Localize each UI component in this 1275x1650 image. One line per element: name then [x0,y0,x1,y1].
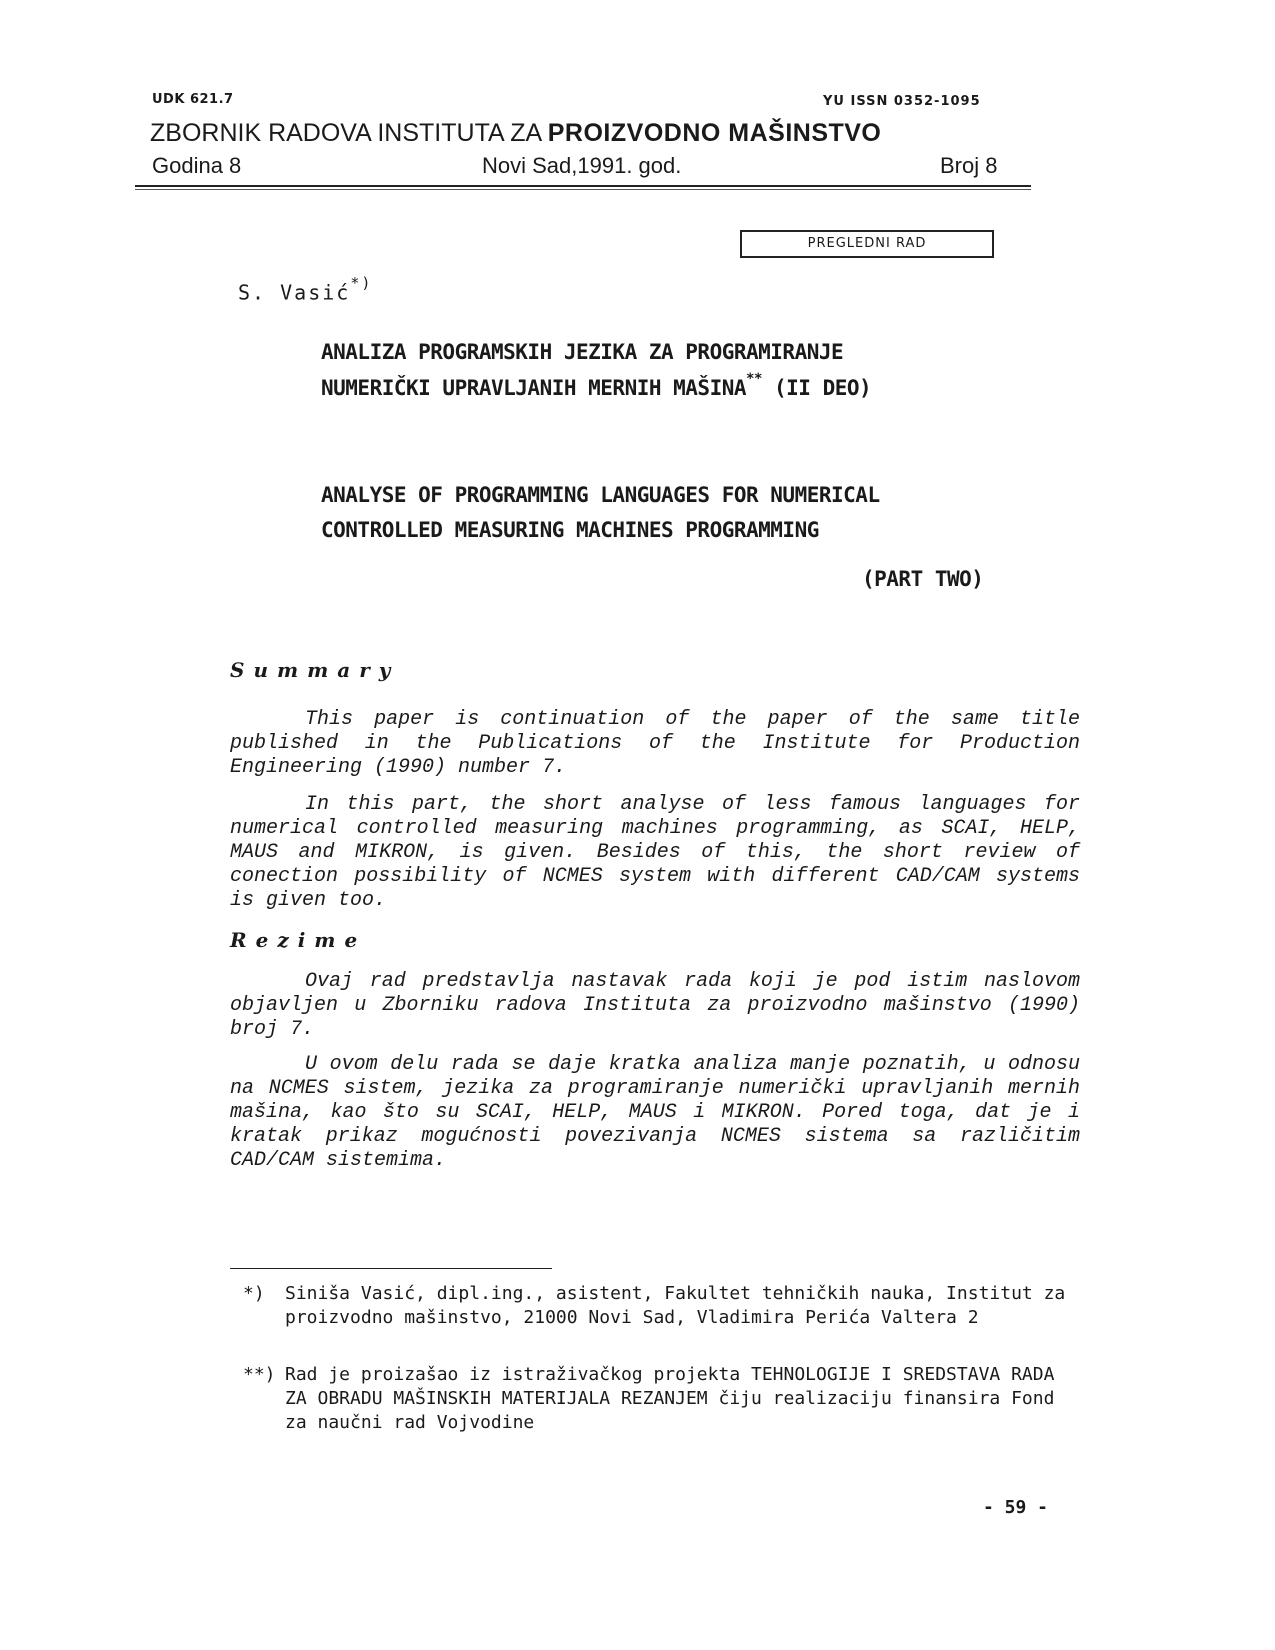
summary-heading: Summary [230,658,400,682]
journal-title-strong: PROIZVODNO MAŠINSTVO [547,119,882,147]
summary-paragraph-2 [230,793,1080,913]
udk-code: UDK 621.7 [152,92,234,107]
footnote-1-mark: *) [243,1283,265,1304]
rezime-paragraph-2 [230,1053,1080,1173]
rezime-p1-text: Ovaj rad predstavlja nastavak rada koji je pod istim naslovom objavljen u Zborniku radova Instituta za proizvodno mašinstvo (1990) broj 7. [230,970,1080,1041]
title-en-line3: (PART TWO) [862,567,984,591]
paper-type-badge: PREGLEDNI RAD [740,230,994,258]
author [238,274,373,305]
rezime-heading: Rezime [230,928,367,952]
footnote-rule [230,1268,552,1269]
title-footnote-mark: ** [746,371,762,387]
issn-code: YU ISSN 0352-1095 [823,94,981,109]
issue-place-date: Novi Sad,1991. god. [482,153,682,178]
title-sr-line2-text: NUMERIČKI UPRAVLJANIH MERNIH MAŠINA [321,376,747,400]
title-en-line2: CONTROLLED MEASURING MACHINES PROGRAMMING [321,518,819,542]
journal-title [150,119,881,148]
rezime-paragraph-1 [230,970,1080,1042]
author-name: S. Vasić [238,280,351,305]
title-en-line1: ANALYSE OF PROGRAMMING LANGUAGES FOR NUMERICAL [321,483,880,507]
header-rule [135,185,1031,187]
issue-meta [152,153,1007,183]
footnote-1 [243,1282,1073,1330]
issue-number: Broj 8 [940,153,998,178]
title-sr-suffix: (II DEO) [761,376,872,400]
summary-paragraph-1 [230,708,1080,780]
footnote-1-text: Siniša Vasić, dipl.ing., asistent, Fakultet tehničkih nauka, Institut za proizvodno mašinstvo, 21000 Novi Sad, Vladimira Perića Valtera 2 [285,1283,1066,1328]
issue-year: Godina 8 [152,153,242,178]
footnote-2-mark: **) [243,1364,276,1385]
summary-p2-text: In this part, the short analyse of less famous languages for numerical controlled measuring machines programming, as SCAI, HELP, MAUS and MIKRON, is given. Besides of this, the short review of conection possibility of NCMES system with different CAD/CAM systems is given too. [230,793,1080,912]
author-footnote-mark: *) [350,274,373,292]
page-number: - 59 - [983,1497,1049,1518]
footnote-2-text: Rad je proizašao iz istraživačkog projekta TEHNOLOGIJE I SREDSTAVA RADA ZA OBRADU MAŠINSKIH MATERIJALA REZANJEM čiju realizaciju finansira Fond za naučni rad Vojvodine [285,1364,1055,1433]
title-sr-line2 [321,371,872,400]
summary-p1-text: This paper is continuation of the paper of the same title published in the Publications of the Institute for Production Engineering (1990) number 7. [230,708,1080,779]
rezime-p2-text: U ovom delu rada se daje kratka analiza manje poznatih, u odnosu na NCMES sistem, jezika za programiranje numerički upravljanih mernih mašina, kao što su SCAI, HELP, MAUS i MIKRON. Pored toga, dat je i kratak prikaz mogućnosti povezivanja NCMES sistema sa različitim CAD/CAM sistemima. [230,1053,1080,1172]
journal-title-prefix: ZBORNIK RADOVA INSTITUTA ZA [150,119,548,147]
title-sr-line1: ANALIZA PROGRAMSKIH JEZIKA ZA PROGRAMIRANJE [321,340,844,364]
footnote-2 [243,1363,1073,1435]
header-rule-thin [135,189,1031,190]
